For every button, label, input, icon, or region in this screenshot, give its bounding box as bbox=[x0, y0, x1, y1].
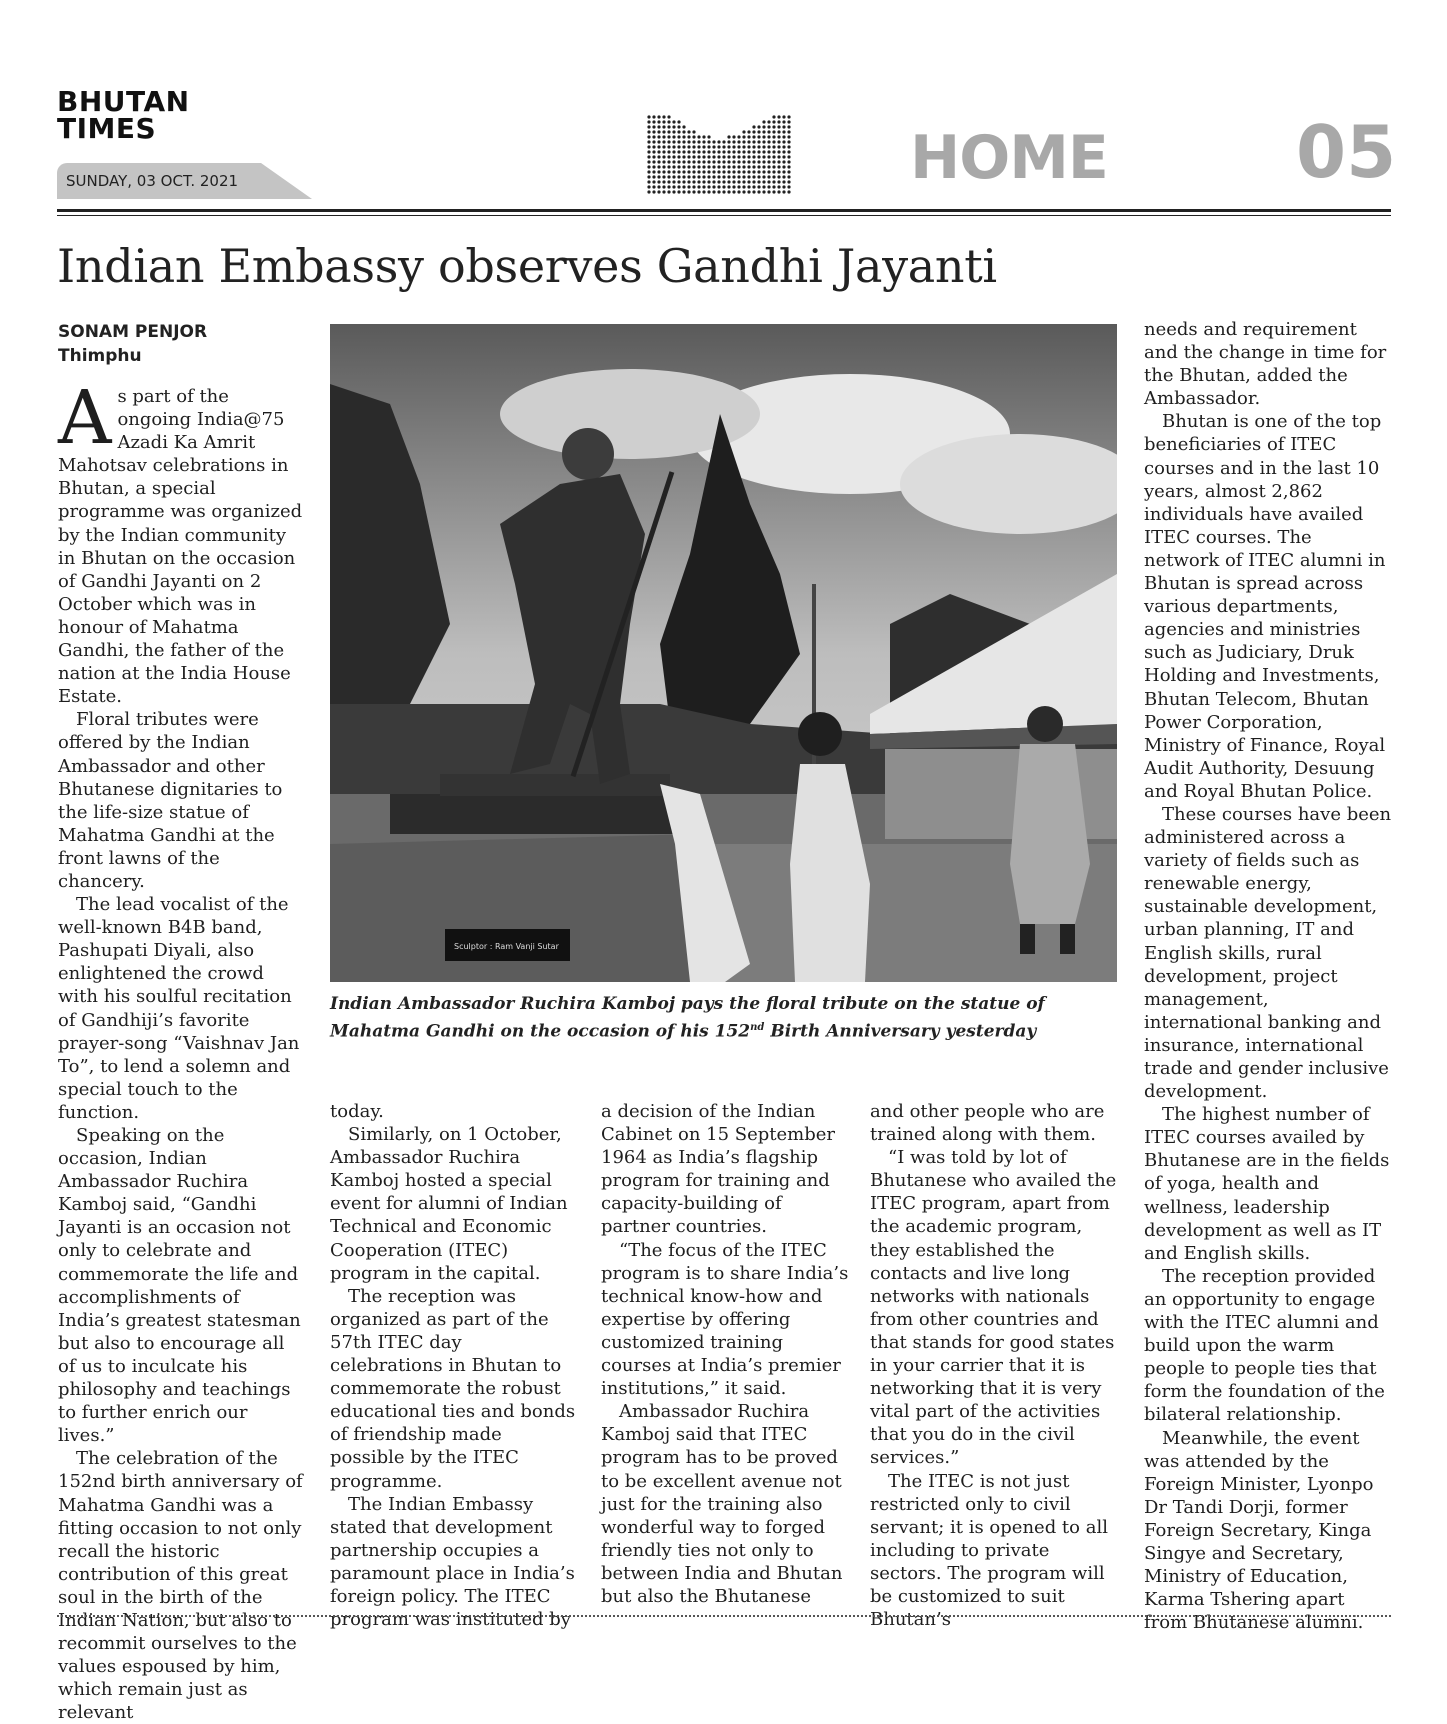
paragraph: Meanwhile, the event was attended by the Foreign Minister, Lyonpo Dr Tandi Dorji, former Foreign Secretary, Kinga Singye and Secretary, Ministry of Education, Karma Tshering apart from Bhutanese alumni. bbox=[1144, 1427, 1374, 1634]
author: SONAM PENJOR bbox=[58, 322, 208, 342]
gandhi-statue-photo bbox=[330, 324, 1117, 982]
byline bbox=[58, 320, 207, 368]
caption-text: Indian Ambassador Ruchira Kamboj pays the floral tribute on the statue of Mahatma Gandhi on the occasion of his 152 bbox=[330, 994, 1045, 1042]
caption-superscript: nd bbox=[750, 1022, 765, 1033]
paragraph: Speaking on the occasion, Indian Ambassador Ruchira Kamboj said, “Gandhi Jayanti is an occasion not only to celebrate and commemorate the life and accomplishments of India’s greatest statesman but also to encourage all of us to inculcate his philosophy and teachings to further enrich our lives.” bbox=[58, 1125, 301, 1447]
paragraph: “The focus of the ITEC program is to share India’s technical know-how and expertise by offering customized training courses at India’s premier institutions,” it said. bbox=[601, 1239, 849, 1400]
headline: Indian Embassy observes Gandhi Jayanti bbox=[57, 239, 997, 293]
paragraph: The Indian Embassy stated that development partnership occupies a paramount place in India’s foreign policy. The ITEC program was instituted by bbox=[330, 1493, 575, 1631]
paragraph: The reception was organized as part of the 57th ITEC day celebrations in Bhutan to commemorate the robust educational ties and bonds of friendship made possible by the ITEC programme. bbox=[330, 1285, 576, 1492]
paragraph: The ITEC is not just restricted only to civil servant; it is opened to all including to private sectors. The program will be customized to suit Bhutan’s bbox=[870, 1470, 1108, 1631]
paragraph: Bhutan is one of the top beneficiaries of ITEC courses and in the last 10 years, almost 2,862 individuals have availed ITEC courses. The network of ITEC alumni in Bhutan is spread across various departments, agencies and ministries such as Judiciary, Druk Holding and Investments, Bhutan Telecom, Bhutan Power Corporation, Ministry of Finance, Royal Audit Authority, Desuung and Royal Bhutan Police. bbox=[1144, 411, 1386, 802]
paragraph: today. bbox=[330, 1101, 384, 1122]
paragraph: The lead vocalist of the well-known B4B band, Pashupati Diyali, also enlightened the crowd with his soulful recitation of Gandhiji’s favorite prayer-song “Vaishnav Jan To”, to lend a solemn and special touch to the function. bbox=[58, 894, 300, 1123]
paragraph: The reception provided an opportunity to engage with the ITEC alumni and build upon the warm people to people ties that form the foundation of the bilateral relationship. bbox=[1144, 1265, 1385, 1426]
header-rule bbox=[57, 209, 1391, 212]
caption-text-end: Birth Anniversary yesterday bbox=[764, 1021, 1037, 1042]
bhutan-map-icon bbox=[645, 113, 795, 195]
masthead-logo bbox=[57, 85, 190, 145]
issue-date: SUNDAY, 03 OCT. 2021 bbox=[66, 172, 239, 190]
paragraph: Floral tributes were offered by the Indian Ambassador and other Bhutanese dignitaries to the life-size statue of Mahatma Gandhi at the front lawns of the chancery. bbox=[58, 709, 283, 892]
paragraph: s part of the ongoing India@75 Azadi Ka Amrit Mahotsav celebrations in Bhutan, a special programme was organized by the Indian community in Bhutan on the occasion of Gandhi Jayanti on 2 October which was in honour of Mahatma Gandhi, the father of the nation at the India House Estate. bbox=[58, 386, 303, 708]
paragraph: These courses have been administered across a variety of fields such as renewable energy, sustainable development, urban planning, IT and English skills, rural development, project management, international banking and insurance, international trade and gender inclusive development. bbox=[1144, 803, 1392, 1103]
dateline-location: Thimphu bbox=[58, 346, 142, 366]
paragraph: Ambassador Ruchira Kamboj said that ITEC program has to be proved to be excellent avenue not just for the training also wonderful way to forged friendly ties not only to between India and Bhutan but also the Bhutanese bbox=[601, 1401, 843, 1607]
article-column-5 bbox=[1144, 318, 1392, 1634]
photo-caption bbox=[330, 993, 1117, 1044]
photo-plaque: Sculptor : Ram Vanji Sutar bbox=[454, 942, 559, 951]
masthead-line1: BHUTAN bbox=[57, 85, 190, 118]
article-column-3 bbox=[601, 1100, 849, 1608]
paragraph: Similarly, on 1 October, Ambassador Ruchira Kamboj hosted a special event for alumni of Indian Technical and Economic Cooperation (ITEC) program in the capital. bbox=[330, 1124, 568, 1284]
section-title: HOME bbox=[910, 123, 1108, 193]
paragraph: “I was told by lot of Bhutanese who availed the ITEC program, apart from the academic program, they established the contacts and live long networks with nationals from other countries and that stands for good states in your carrier that it is networking that it is very vital part of the activities that you do in the civil services.” bbox=[870, 1147, 1117, 1469]
paragraph: needs and requirement and the change in time for the Bhutan, added the Ambassador. bbox=[1144, 319, 1387, 410]
paragraph: and other people who are trained along with them. bbox=[870, 1101, 1105, 1146]
masthead-line2: TIMES bbox=[57, 112, 157, 145]
header-rule-thin bbox=[57, 215, 1391, 216]
article-column-1 bbox=[58, 375, 304, 1724]
paragraph: The celebration of the 152nd birth anniversary of Mahatma Gandhi was a fitting occasion to not only recall the historic contribution of this great soul in the birth of the Indian Nation, but also to recommit ourselves to the values espoused by him, which remain just as relevant bbox=[58, 1448, 303, 1724]
footer-dotted-rule bbox=[57, 1615, 1391, 1617]
article-column-2 bbox=[330, 1100, 578, 1631]
drop-cap: A bbox=[58, 375, 112, 461]
page-number: 05 bbox=[1296, 110, 1397, 194]
paragraph: a decision of the Indian Cabinet on 15 September 1964 as India’s flagship program for training and capacity-building of partner countries. bbox=[601, 1101, 835, 1238]
article-column-4 bbox=[870, 1100, 1120, 1631]
paragraph: The highest number of ITEC courses availed by Bhutanese are in the fields of yoga, health and wellness, leadership development as well as IT and English skills. bbox=[1144, 1104, 1390, 1264]
